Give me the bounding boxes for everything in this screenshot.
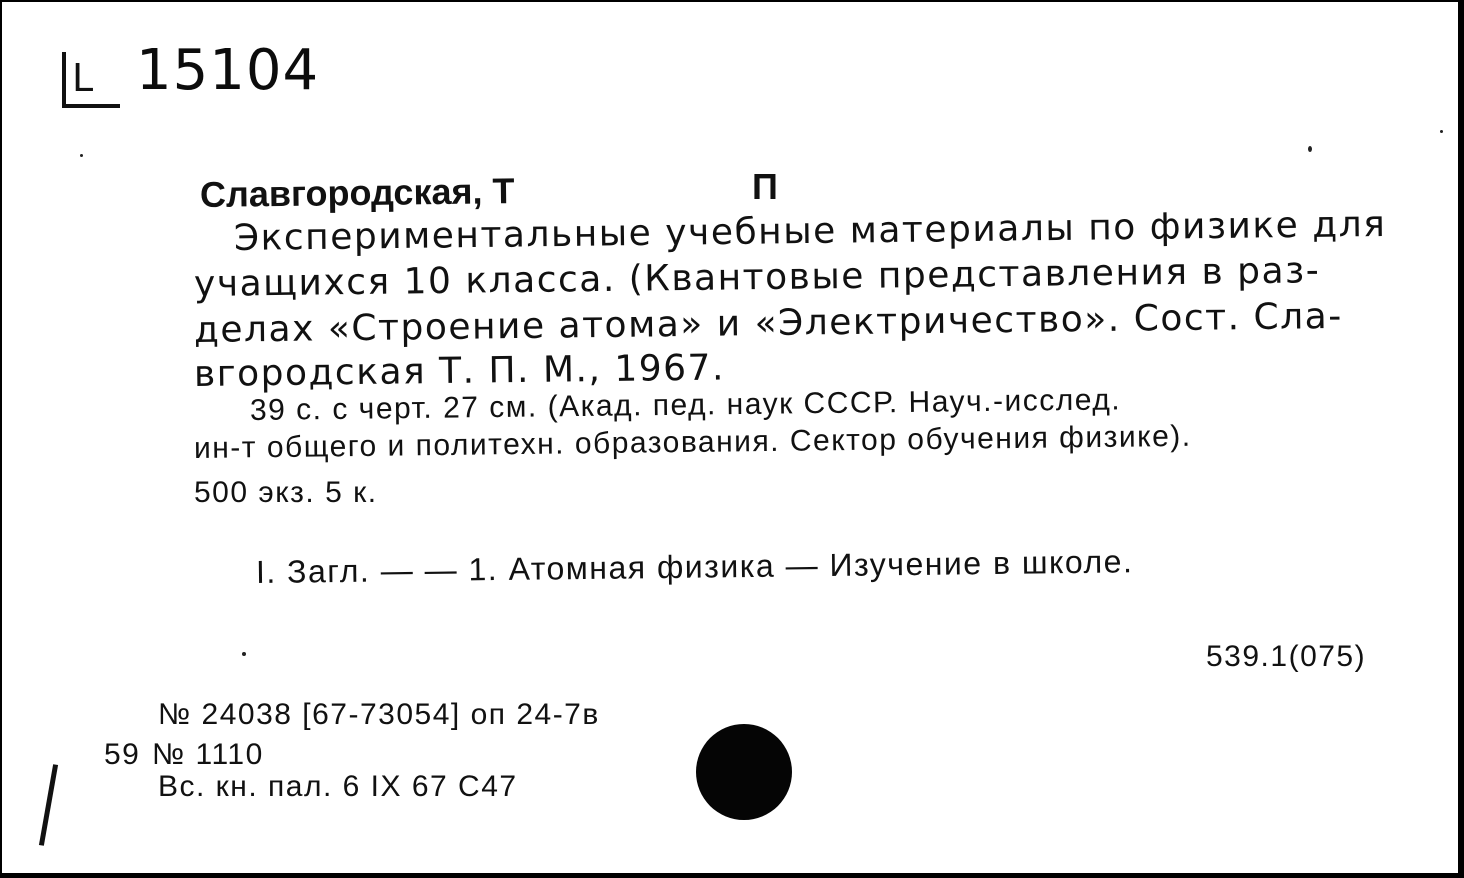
number-prefix: 59 xyxy=(104,738,141,771)
number-line: № 1110 xyxy=(152,738,264,771)
stamp-letter: L xyxy=(72,56,94,100)
pencil-mark xyxy=(39,764,58,846)
author-surname: Славгородская, Т xyxy=(199,170,515,215)
description-line: 500 экз. 5 к. xyxy=(194,476,378,509)
title-line: делах «Строение атома» и «Электричество». Сост. Сла- xyxy=(193,295,1343,351)
speck xyxy=(242,652,246,656)
description-line: ин-т общего и политехн. образования. Сектор обучения физике). xyxy=(193,419,1192,465)
printing-line: Вс. кн. пал. 6 IX 67 С47 xyxy=(158,770,518,803)
classification-number: 539.1(075) xyxy=(1206,640,1367,673)
punch-hole xyxy=(696,724,792,820)
subject-line: I. Загл. — — 1. Атомная физика — Изучение в школе. xyxy=(255,543,1134,590)
speck xyxy=(80,154,83,157)
speck xyxy=(1440,130,1443,133)
description-line: 39 с. с черт. 27 см. (Акад. пед. наук СССР. Науч.-исслед. xyxy=(249,383,1122,427)
author-initial: П xyxy=(752,166,778,207)
title-line: Экспериментальные учебные материалы по физике для xyxy=(233,203,1387,259)
title-line: учащихся 10 класса. (Квантовые представления в раз- xyxy=(193,250,1321,305)
title-line: вгородская Т. П. М., 1967. xyxy=(193,347,726,395)
order-line: № 24038 [67-73054] оп 24-7в xyxy=(158,698,600,731)
speck xyxy=(1308,146,1312,152)
call-number: 15104 xyxy=(136,38,320,103)
